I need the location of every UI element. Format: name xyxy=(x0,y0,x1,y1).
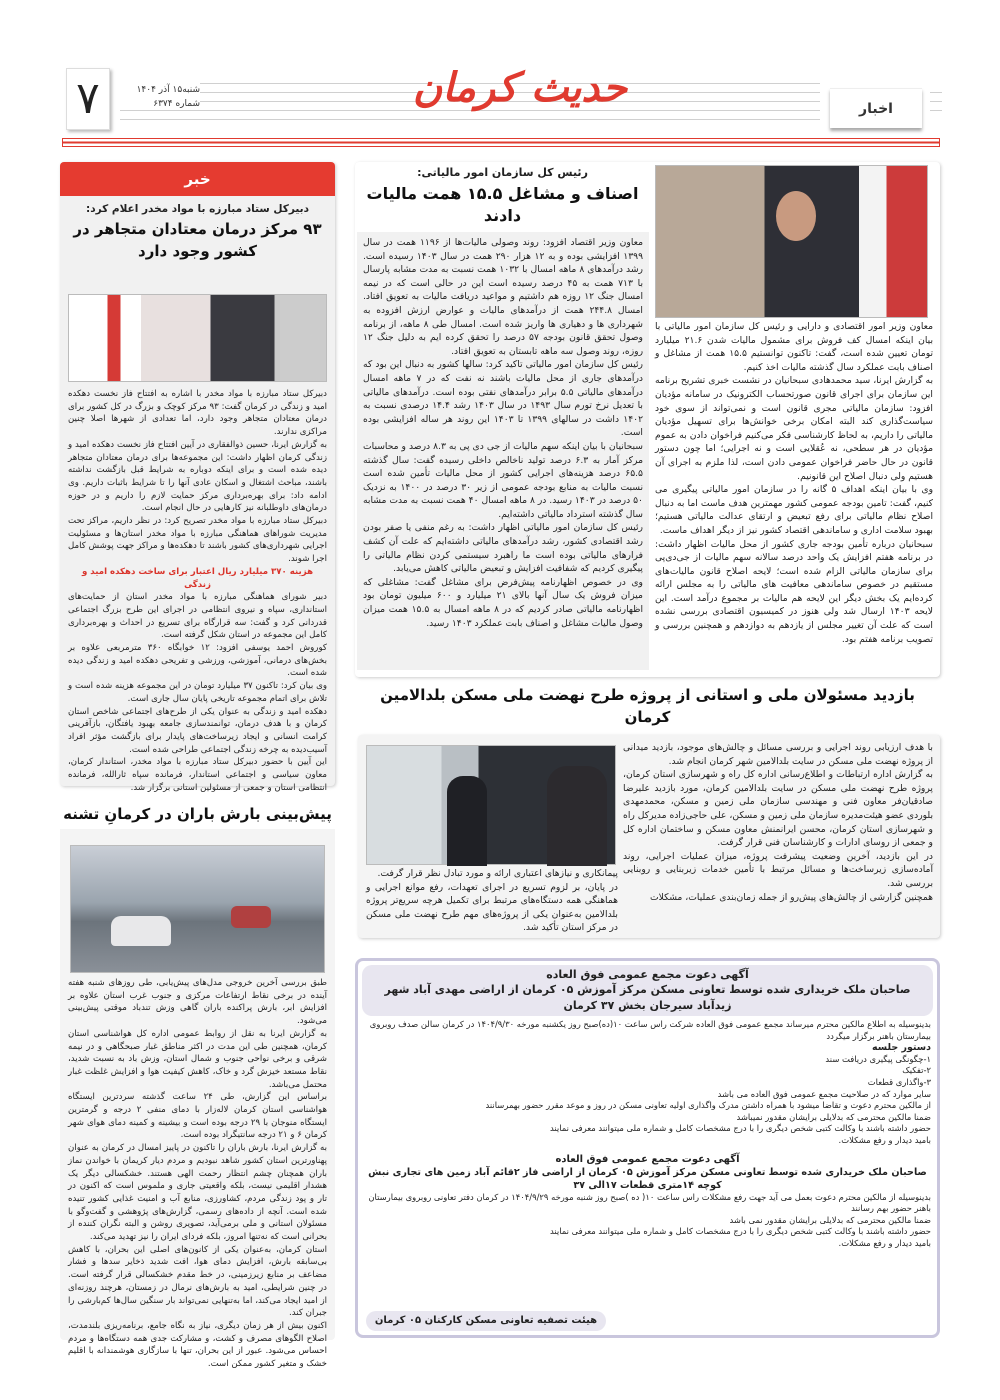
paragraph: به گزارش ایرنا، سید محمدهادی سبحانیان در نشست خبری تشریح برنامه این سازمان برای اجرای قانون صورتحساب الکترونیک در سامانه مؤدیان افزود: سازمان مالیاتی مجری قانون است و نمی‌تواند از سوی خود سیاست‌گذاری کند البته امکان برخی خوانش‌ها برای تسهیل مؤدیان مالیاتی را داریم، به لحاظ کارشناسی فکر می‌کنیم فراخوان دادن به عموم مؤدیان در هر سطحی، نه عُقلایی است و نه اجرایی؛ اما چون دستور قانون در حال حاضر فراخوان عمومی دادن است، لذا ملزم به اجرای آن هستیم ولی دنبال اصلاح این قانونیم. xyxy=(655,375,933,482)
paragraph: بامید دیدار و رفع مشکلات. xyxy=(838,1134,931,1145)
tax-left-column xyxy=(357,232,649,670)
paragraph: همچنین گزارشی از چالش‌های پیش‌رو از جمله زمان‌بندی عملیات، مشکلات xyxy=(650,891,933,903)
agenda-item: ۲-تفکیک xyxy=(902,1065,931,1076)
paragraph: سایر موارد که در صلاحیت مجمع عمومی فوق العاده می باشد xyxy=(717,1088,931,1099)
paragraph: رئیس کل سازمان امور مالیاتی تاکید کرد: سالها کشور به دنبال این بود که درآمدهای جاری از محل مالیات باشند نه نفت که در ۷ ماهه امسال درآمدهای مالیاتی ۵.۵ برابر درآمدهای نفتی بوده است. درآمدهای مالیاتی با تعدیل نرخ تورم سال ۱۴۹۳ در سال ۱۴۰۳ رشد ۱۴.۴ درصدی نسبت به ۱۴۰۲ داشت در سالهای ۱۳۹۹ تا ۱۴۰۳ این روند هر ساله افزایشی بوده است. xyxy=(363,359,644,439)
paragraph: حضور داشته باشند با وکالت کتبی شخص دیگری را با درج مشخصات کامل و شماره ملی میتوانند معرفی نمایند xyxy=(549,1226,931,1237)
housing-article xyxy=(358,735,940,938)
tax-right-column xyxy=(655,320,933,670)
agenda-item: ۱-چگونگی پیگیری دریافت سند xyxy=(825,1053,931,1064)
paragraph: استان کرمان، به‌عنوان یکی از کانون‌های اصلی این بحران، با کاهش بی‌سابقه بارش، افزایش دمای هوا، افت شدید ذخایر سدها و فشار مضاعف بر منابع زیرزمینی، در خط مقدم خشکسالی قرار گرفته است. در چنین شرایطی، امید به بارش‌های نرمال در زمستان، هرچند روزنه‌ای از امید ایجاد می‌کند، اما به‌تنهایی نمی‌تواند بار سنگین سال‌ها کم‌بارشی را جبران کند. xyxy=(68,1244,327,1319)
header-rule xyxy=(62,138,940,147)
paragraph: کوروش احمد یوسفی افزود: ۱۲ خوابگاه ۳۶۰ مترمربعی علاوه بر بخش‌های درمانی، آموزشی، ورزشی و تفریحی دهکده امید و زندگی دیده شده است. xyxy=(68,643,327,679)
paragraph: طبق بررسی آخرین خروجی مدل‌های پیش‌یابی، طی روزهای شنبه هفته آینده در برخی نقاط ارتفاعات مرکزی و جنوب غرب استان علاوه بر افزایش ابر، بارش پراکنده باران گاهی وزش تندباد موقتی پیش‌بینی می‌شود. xyxy=(68,978,327,1027)
rain-photo xyxy=(70,845,325,973)
paragraph: دبیرکل ستاد مبارزه با مواد مخدر با اشاره به افتتاح فاز نخست دهکده امید و زندگی در کرمان گفت: ۹۳ مرکز کوچک و بزرگ در کل کشور برای درمان معتادان متجاهر وجود دارد، اما تعدادی از شهرها اصلا چنین مراکزی ندارند. xyxy=(68,389,327,438)
notice-subtitle-1: صاحبان ملک خریداری شده توسط تعاونی مسکن مرکز آموزش ۰۵ کرمان از اراضی مهدی آباد شهر زیدآباد سیرجان بخش ۳۷ کرمان xyxy=(384,983,911,1012)
page-number: ۷ xyxy=(66,68,110,130)
news-tab: خبر xyxy=(60,162,335,196)
news-photo xyxy=(68,294,327,382)
paragraph: به گزارش ایرنا به نقل از روابط عمومی اداره کل هواشناسی استان کرمان، همچنین طی این مدت در اکثر مناطق غبار صبحگاهی و در نیمه شرقی و برخی نواحی جنوب و شمال استان، وزش باد به نسبت شدید، نقاط مستعد خیزش گرد و خاک، کاهش کیفیت هوا و افزایش غلظت غبار محتمل می‌باشد. xyxy=(68,1028,327,1090)
tax-kicker: رئیس کل سازمان امور مالیاتی: xyxy=(417,166,588,179)
paragraph: دبیرکل ستاد مبارزه با مواد مخدر تصریح کرد: در نظر داریم، مراکز تحت مدیریت شوراهای هماهنگی مبارزه با مواد مخدر استان‌ها و مسئولیت اجرایی شهرداری‌های کشور باشند تا دهکده‌ها و مراکز جهت پوشش کامل اجرا شوند. xyxy=(68,516,327,565)
section-tab xyxy=(830,88,922,128)
paragraph: سبحانیان درباره تأمین بودجه جاری کشور از محل مالیات اظهار داشت: در برنامه هفتم افزایش یک واحد درصد سالانه سهم مالیات از جی‌دی‌پی برای سازمان مالیاتی الزام شده است؛ لایحه اصلاح قانون مالیات‌های مستقیم در خصوص ساماندهی معافیت های مالیاتی را به مجلس ارائه کرده‌ایم یک بخش دیگر این لایحه هم مالیات بر مجموع درآمد است. این لایحه ۱۴۰۳ ارسال شد ولی هنوز در کمیسیون اقتصادی بررسی نشده است که علت آن تغییر مجلس از یازدهم به دوازدهم و همچنین بررسی و تصویب برنامه هفتم بود. xyxy=(655,538,934,645)
paragraph: وی بیان کرد: تاکنون ۳۷ میلیارد تومان در این مجموعه هزینه شده است و تلاش برای اتمام مجموعه تاریخی پایان سال جاری است. xyxy=(68,681,328,704)
notice-body-1 xyxy=(362,1019,933,1147)
housing-left-column xyxy=(366,867,618,933)
news-headline: ۹۳ مرکز درمان معتادان متجاهر در کشور وجود دارد xyxy=(73,220,322,260)
news-box xyxy=(60,162,335,793)
rain-article xyxy=(60,795,335,1370)
tax-official-photo xyxy=(655,165,928,318)
car-image xyxy=(111,916,171,946)
paragraph: ضمنا مالکین محترمی که بدلایلی برایشان مقدور نمی باشد xyxy=(729,1214,931,1225)
rain-body xyxy=(68,977,328,1370)
paragraph: معاون وزیر اقتصاد افزود: روند وصولی مالیات‌ها از ۱۱۹۶ همت در سال ۱۳۹۹ افزایشی بوده و به ۱۲ هزار ۲۹۰ همت در سال ۱۴۰۳ رسیده است. رشد درآمدهای ۸ ماهه امسال با ۱۰۳۲ همت نسبت به مدت مشابه پارسال با ۷۱۳ همت به ۴۵ درصد رسیده است این در حالی است که در نیمه امسال جنگ ۱۲ روزه هم داشتیم و مواعید دریافت مالیات به تعویق افتاد. امسال ۲۴۴.۸ همت از درآمدهای مالیات و عوارض ارزش افزوده به شهرداری ها و دهیاری ها واریز شده است. امسال طی ۸ ماهه، از برنامه وصول تحقق قانون بودجه ۵۷ درصد را تحقق کرده ایم به دلیل جنگ ۱۲ روزه، روند وصول سه ماهه تابستان به تعویق افتاد. xyxy=(363,237,644,357)
housing-headline: بازدید مسئولان ملی و استانی از پروژه طرح نهضت ملی مسکن بلدالامین کرمان xyxy=(380,686,915,726)
news-subhead: هزینه ۳۷۰ میلیارد ریال اعتبار برای ساخت دهکده امید و زندگی xyxy=(81,566,314,590)
tax-headline: اصناف و مشاغل ۱۵.۵ همت مالیات دادند xyxy=(366,184,639,225)
paragraph: براساس این گزارش، طی ۲۴ ساعت گذشته سردترین ایستگاه هواشناسی استان کرمان لاله‌زار با دمای منفی ۲ درجه و گرمترین ایستگاه منوجان با ۲۹ درجه بوده است و بیشینه و کمینه دمای هوای شهر کرمان ۶ و ۲۱ درجه سانتیگراد بوده است. xyxy=(68,1092,328,1141)
paragraph: پیمانکاری و نیازهای اعتباری ارائه و مورد تبادل نظر قرار گرفت. xyxy=(377,868,618,879)
header xyxy=(0,40,1000,155)
issue-number: شماره ۶۳۷۴ xyxy=(153,99,200,109)
news-kicker: دبیرکل ستاد مبارزه با مواد مخدر اعلام کرد: xyxy=(86,203,309,215)
notice-title-1: آگهی دعوت مجمع عمومی فوق العاده xyxy=(546,968,749,981)
paragraph: ضمنا مالکین محترمی که بدلایلی برایشان مقدور نمیباشد xyxy=(736,1111,931,1122)
news-body xyxy=(68,388,328,793)
paragraph: بدینوسیله از مالکین محترم دعوت بعمل می آید جهت رفع مشکلات راس ساعت ۱۰( ده )صبح روز شنبه مورخه ۱۴۰۴/۹/۲۹ در کرمان دفتر تعاونی روبروی بیمارستان باهنر حضور بهم رسانند xyxy=(368,1191,931,1214)
paragraph: در این بازدید، آخرین وضعیت پیشرفت پروژه، میزان عملیات اجرایی، روند آماده‌سازی زیرساخت‌ها و مسائل مرتبط با تأمین خدمات زیربنایی و روبنایی بررسی شد. xyxy=(623,850,933,889)
paragraph: دبیر شورای هماهنگی مبارزه با مواد مخدر استان از حمایت‌های استانداری، سپاه و نیروی انتظامی در اجرای این طرح بزرگ اجتماعی قدردانی کرد و گفت: سه قرارگاه برای تسریع در احداث و بهره‌برداری کامل این مجموعه در استان شکل گرفته است. xyxy=(68,592,327,641)
notice-subtitle-2: صاحبان ملک خریداری شده توسط تعاونی مسکن مرکز آموزش ۰۵ کرمان از اراضی فاز ۲قائم آباد زمین های تجاری نبش کوچه ۱۴متری قطعات ۱۷الی ۳۷ xyxy=(368,1166,927,1191)
notice-title-2: آگهی دعوت مجمع عمومی فوق العاده xyxy=(555,1153,740,1165)
paragraph: معاون وزیر امور اقتصادی و دارایی و رئیس کل سازمان امور مالیاتی با بیان اینکه امسال کف فروش برای مشمول مالیات شدن ۲۱.۶ میلیارد تومان تعیین شده است، گفت: تاکنون توانستیم ۱۵.۵ همت از مشاغل و اصناف بابت عملکرد سال گذشته مالیات اخذ کنیم. xyxy=(655,321,934,373)
paragraph: بدینوسیله به اطلاع مالکین محترم میرساند مجمع عمومی فوق العاده شرکت راس ساعت ۱۰(ده)صبح روز یکشنبه مورخه ۱۴۰۴/۹/۳۰ در کرمان سالن صدف روبروی بیمارستان باهنر برگزار میگردد xyxy=(369,1019,931,1041)
agenda-title: دستور جلسه xyxy=(872,1042,931,1054)
paragraph: به گزارش ایرنا، بارش باران را تاکنون در پاییز امسال در کرمان به عنوان پهناورترین استان کشور شاهد نبودیم و مردم دیار کریمان با خواندن نماز باران همچنان چشم انتظار رحمت الهی هستند. خشکسالی دیگر یک هشدار اقلیمی نیست، بلکه واقعیتی جاری و ملموس است که اکنون در تار و پود زندگی مردم، کشاورزی، منابع آب و امنیت غذایی کشور تنیده شده است. آنچه از داده‌های رسمی، گزارش‌های پژوهشی و گفت‌وگو با مسئولان استانی و ملی برمی‌آید، تصویری روشن و البته نگران کننده از بحرانی است که نه‌تنها امروز، بلکه فردای ایران را نیز تهدید می‌کند. xyxy=(68,1143,327,1243)
paragraph: با هدف ارزیابی روند اجرایی و بررسی مسائل و چالش‌های موجود، بازدید میدانی از پروژه نهضت ملی مسکن در سایت بلدالامین شهر کرمان انجام شد. xyxy=(623,742,933,767)
paragraph: دهکده امید و زندگی به عنوان یکی از طرح‌های اجتماعی شاخص استان کرمان و با هدف درمان، توانمندسازی جامعه بهبود یافتگان، بازآفرینی کرامت انسانی و ایجاد زیرساخت‌های پایدار برای بازگشت مؤثر افراد آسیب‌دیده به چرخه زندگی اجتماعی طراحی شده است. xyxy=(68,706,327,755)
rain-headline: پیش‌بینی بارش باران در کرمانِ تشنه xyxy=(60,795,335,829)
newspaper-logo: حدیث کرمان xyxy=(412,64,628,111)
notice-body-2 xyxy=(362,1192,933,1250)
paragraph: حضور داشته باشند با وکالت کتبی شخص دیگری را با درج مشخصات کامل و شماره ملی میتوانند معرفی نمایند xyxy=(549,1123,931,1134)
paragraph: رئیس کل سازمان امور مالیاتی اظهار داشت: به رغم منفی یا صفر بودن رشد اقتصادی کشور، رشد درآمدهای مالیاتی داشته‌ایم که علت آن کشف فرارهای مالیاتی بوده است ما راهبرد سیستمی کردن نظام مالیاتی را پیگیری کردیم که شفافیت افزایش و تبعیض مالیاتی کاهش می‌یابد. xyxy=(363,522,643,575)
paragraph: وی با بیان اینکه اهداف ۵ گانه را در سازمان امور مالیاتی پیگیری می کنیم، گفت: تامین بودجه عمومی کشور مهمترین هدف ماست اما به دنبال اصلاح نظام مالیاتی برای رفع تبعیض و ارتقای عدالت مالیاتی هستیم؛ بهبود سلامت اداری و ساماندهی اقتصاد کشور نیز از دیگر اهداف ماست. xyxy=(655,484,934,536)
notice-header-1 xyxy=(362,965,933,1016)
paragraph: این آیین با حضور دبیرکل ستاد مبارزه با مواد مخدر، استاندار کرمان، معاون سیاسی و اجتماعی استاندار، فرمانده سپاه ثارالله، فرمانده انتظامی استان و جمعی از مسئولین استانی برگزار شد. xyxy=(68,757,327,793)
paragraph: به گزارش اداره ارتباطات و اطلاع‌رسانی اداره کل راه و شهرسازی استان کرمان، پروژه طرح نهضت ملی مسکن در سایت بلدالامین کرمان، مورد بازدید علیرضا صادقیان‌فر معاون فنی و مهندسی سازمان ملی زمین و مسکن، محمدمهدی بلوردی عضو هیئت‌مدیره سازمان ملی زمین و مسکن، علی حاجی‌زاده مدیرکل راه و شهرسازی استان کرمان، محسن ایرانمنش معاون مسکن و ساختمان اداره کل و جمعی از روسای ادارات و کارشناسان فنی قرار گرفت. xyxy=(623,769,933,849)
paragraph: از مالکین محترم دعوت و تقاضا میشود با همراه داشتن مدرک واگذاری اولیه تعاونی مسکن در روز و موعد مقرر حضور بهمرسانند xyxy=(485,1100,931,1111)
section-label: اخبار xyxy=(859,101,893,117)
paragraph: به گزارش ایرنا، حسین ذوالفقاری در آیین افتتاح فاز نخست دهکده امید و زندگی کرمان اظهار داشت: این مجموعه‌ها برای درمان معتادان متجاهر دیده شده است و برای اینکه دوباره به شرایط قبل بازگشت نداشته باشند، مباحث اشتغال و اسکان عادی آنها را تا شرایط باثبات داریم. وی ادامه داد: برای بهره‌برداری مرکز حمایت لازم را داریم و در حوزه درمان‌های داوطلبانه نیز کارهایی در حال انجام است. xyxy=(68,439,327,514)
issue-date: شنبه۱۵ آذر ۱۴۰۴ xyxy=(136,85,200,95)
notice-signature: هیئت تصفیه تعاونی مسکن کارکنان ۰۵ کرمان xyxy=(366,1311,606,1331)
paragraph: اکنون بیش از هر زمان دیگری، نیاز به نگاه جامع، برنامه‌ریزی بلندمدت، اصلاح الگوهای مصرف و کشت، و مشارکت جدی همه دستگاه‌ها و مردم احساس می‌شود. عبور از این بحران، تنها با سازگاری هوشمندانه با اقلیم خشک و متغیر کشور ممکن است. xyxy=(68,1320,327,1370)
paragraph: سبحانیان با بیان اینکه سهم مالیات از جی دی پی به ۸.۳ درصد و محاسبات مرکز آمار به ۶.۳ درصد تولید ناخالص داخلی رسیده گفت: سال گذشته ۶۵.۵ درصد هزینه‌های اجرایی کشور از محل مالیات تأمین شده است نسبت مالیات به منابع بودجه عمومی از زیر ۳۰ درصد در ۱۴۰۰ به نزدیک ۵۰ درصد در ۱۴۰۳ رسید. در ۸ ماهه امسال ۴۰ همت نسبت به مدت مشابه سال گذشته استرداد مالیاتی داشته‌ایم. xyxy=(363,440,644,520)
tax-article xyxy=(355,162,940,677)
housing-photo xyxy=(366,745,616,865)
housing-right-column xyxy=(623,741,933,933)
paragraph: بامید دیدار و رفع مشکلات. xyxy=(838,1237,931,1248)
paragraph: در پایان، بر لزوم تسریع در اجرای تعهدات، رفع موانع اجرایی و هماهنگی همه دستگاه‌های مرتبط برای تکمیل هرچه سریع‌تر پروژه بلدالامین به‌عنوان یکی از پروژه‌های مهم طرح نهضت ملی مسکن در مرکز استان تأکید شد. xyxy=(366,881,618,934)
notice-ad xyxy=(355,958,940,1338)
paragraph: وی در خصوص اظهارنامه پیش‌فرض برای مشاغل گفت: مشاغلی که میزان فروش یک سال آنها بالای ۲۱ میلیارد و ۶۰۰ میلیون تومان بود اظهارنامه مالیاتی صادر کردیم که در ۸ ماهه امسال به ۱۵.۵ همت میزان وصول مالیات مشاغل و اصناف بابت عملکرد ۱۴۰۳ رسید. xyxy=(363,576,643,629)
agenda-item: ۳-واگذاری قطعات xyxy=(867,1076,931,1087)
